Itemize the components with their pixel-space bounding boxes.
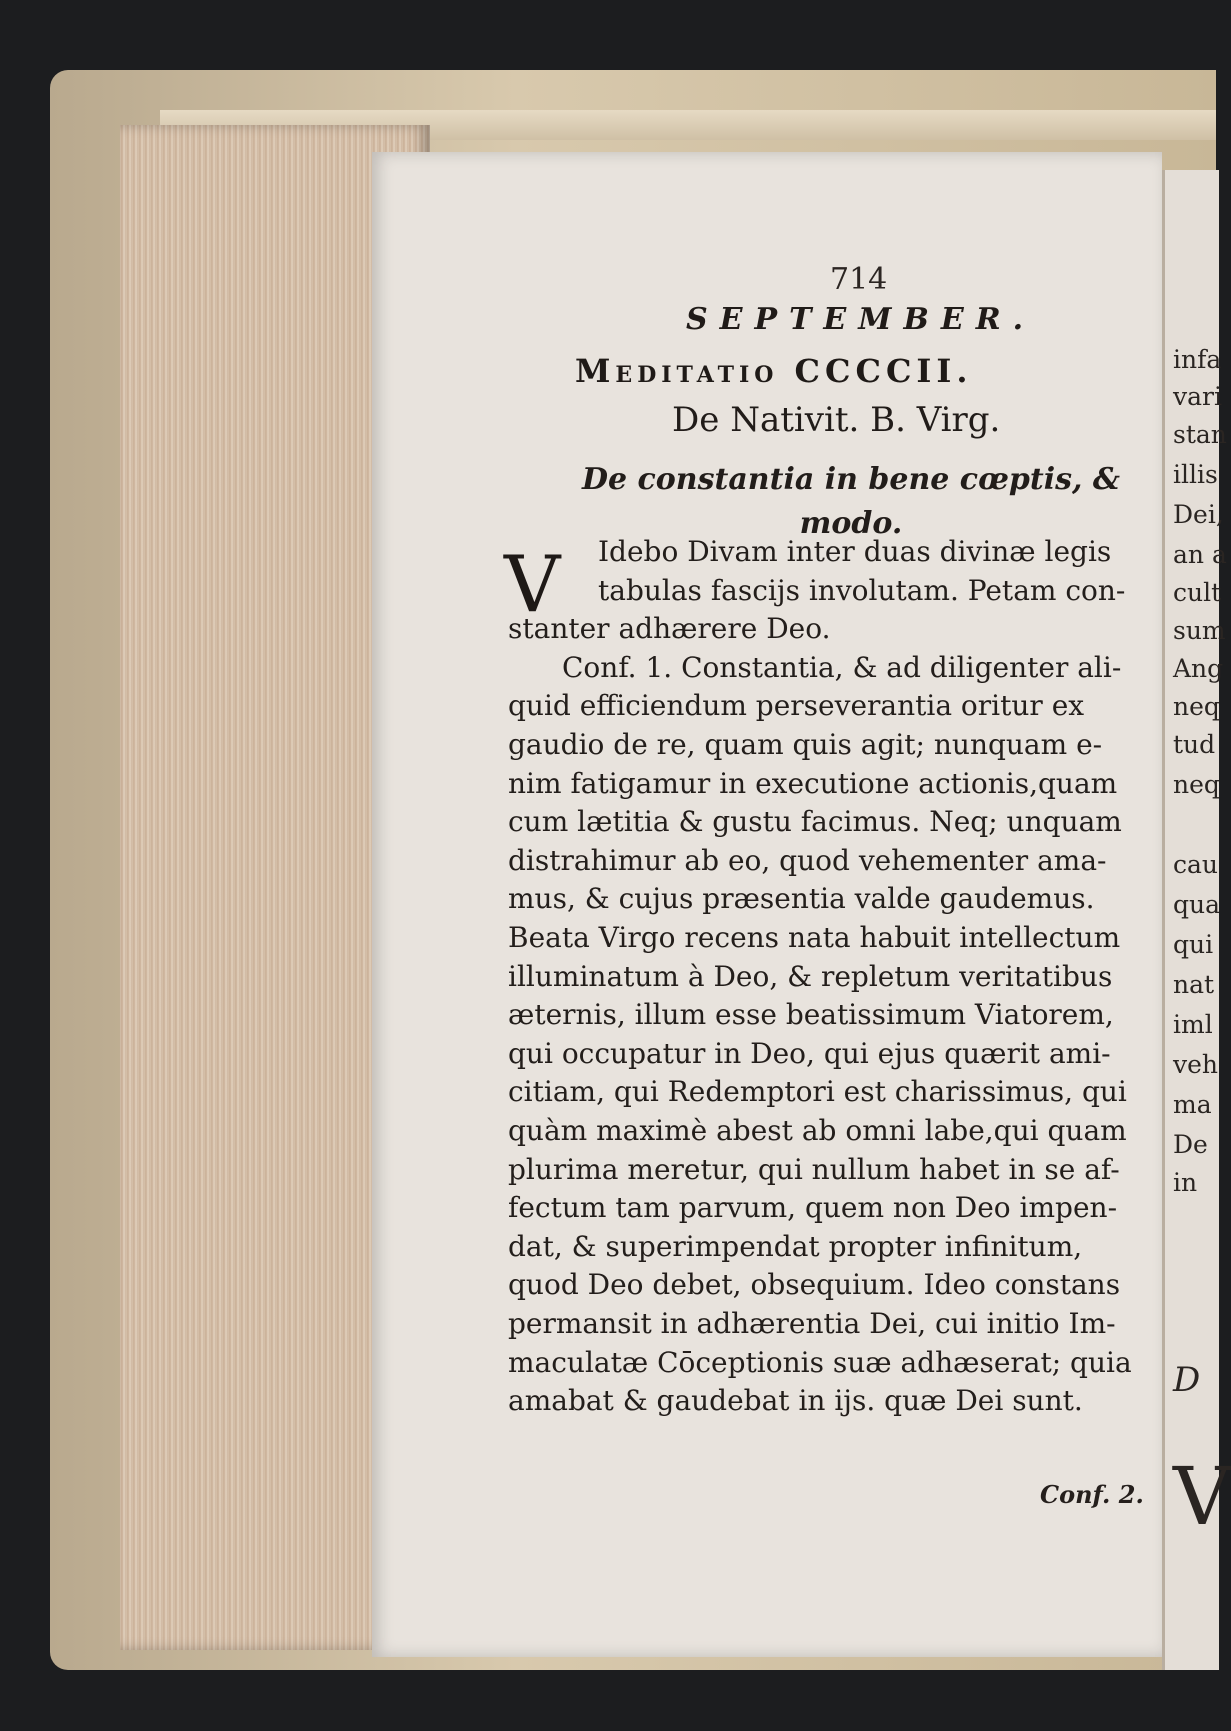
body-line: citiam, qui Redemptori est charissimus, qui bbox=[508, 1075, 1127, 1109]
body-line: fectum tam parvum, quem non Deo impen- bbox=[508, 1191, 1118, 1225]
drop-cap: V bbox=[504, 540, 561, 630]
facing-page-fragment: ma bbox=[1173, 1090, 1212, 1119]
facing-page-fragment: cau bbox=[1173, 850, 1219, 879]
facing-page-fragment: iml bbox=[1173, 1010, 1213, 1039]
meditation-subtitle: De constantia in bene cœptis, & modo. bbox=[581, 462, 1121, 541]
facing-page-fragment: Ang bbox=[1173, 654, 1224, 683]
facing-page-fragment: cult bbox=[1173, 578, 1222, 607]
facing-page-fragment: D bbox=[1173, 1360, 1201, 1400]
facing-page-fragment: stan bbox=[1173, 420, 1227, 449]
page-number: 714 bbox=[830, 262, 888, 297]
body-line: stanter adhærere Deo. bbox=[508, 612, 831, 646]
body-line: nim fatigamur in executione actionis,quam bbox=[508, 766, 1118, 800]
facing-page-fragment: Dei, bbox=[1173, 500, 1224, 529]
body-line: cum lætitia & gustu facimus. Neq; unquam bbox=[508, 805, 1122, 839]
facing-page-fragment: neq bbox=[1173, 770, 1220, 799]
body-line: gaudio de re, quam quis agit; nunquam e- bbox=[508, 728, 1103, 761]
body-line: quid efficiendum perseverantia oritur ex bbox=[508, 689, 1085, 723]
body-line: amabat & gaudebat in ijs. quæ Dei sunt. bbox=[508, 1384, 1083, 1418]
facing-page-fragment: V bbox=[1173, 1450, 1231, 1543]
body-line: quàm maximè abest ab omni labe,qui quam bbox=[508, 1114, 1127, 1147]
facing-page-fragment: an a bbox=[1173, 540, 1227, 569]
facing-page-fragment: veh bbox=[1173, 1050, 1219, 1079]
facing-page-fragment: De bbox=[1173, 1130, 1208, 1159]
body-line: tabulas fascijs involutam. Petam con- bbox=[598, 573, 1126, 607]
body-line: distrahimur ab eo, quod vehementer ama- bbox=[508, 843, 1107, 877]
body-line: permansit in adhærentia Dei, cui initio Im- bbox=[508, 1307, 1116, 1340]
body-line: mus, & cujus præsentia valde gaudemus. bbox=[508, 882, 1095, 916]
body-line: quod Deo debet, obsequium. Ideo constans bbox=[508, 1268, 1121, 1302]
body-line: illuminatum à Deo, & repletum veritatibus bbox=[508, 959, 1113, 993]
facing-page-fragment: illis bbox=[1173, 460, 1218, 489]
body-line: Beata Virgo recens nata habuit intellectum bbox=[508, 921, 1121, 954]
meditation-title: Meditatio CCCCII. bbox=[575, 352, 973, 390]
facing-page-fragment: neq bbox=[1173, 692, 1220, 721]
facing-page-fragment: in bbox=[1173, 1168, 1198, 1197]
facing-page-fragment: qui bbox=[1173, 930, 1214, 959]
running-head-month: SEPTEMBER. bbox=[686, 302, 1036, 337]
body-line: æternis, illum esse beatissimum Viatorem, bbox=[508, 998, 1114, 1032]
body-line: dat, & superimpendat propter infinitum, bbox=[508, 1229, 1083, 1263]
facing-page-fragment: vari bbox=[1173, 382, 1222, 411]
body-line: maculatæ Cōceptionis suæ adhæserat; quia bbox=[508, 1345, 1132, 1379]
body-line: Idebo Divam inter duas divinæ legis bbox=[598, 535, 1112, 568]
catchword: Conf. 2. bbox=[1040, 1480, 1144, 1509]
facing-page-fragment: nat bbox=[1173, 970, 1215, 999]
facing-page-fragment: tud bbox=[1173, 730, 1216, 759]
facing-page bbox=[1162, 170, 1231, 1670]
facing-page-fragment: sum bbox=[1173, 616, 1226, 645]
body-line: qui occupatur in Deo, qui ejus quærit ami- bbox=[508, 1036, 1111, 1070]
facing-page-fragment: infa bbox=[1173, 345, 1222, 374]
feast-heading: De Nativit. B. Virg. bbox=[672, 400, 1001, 440]
facing-page-fragment: qua bbox=[1173, 890, 1221, 919]
body-line: plurima meretur, qui nullum habet in se af- bbox=[508, 1152, 1120, 1186]
body-line: Conf. 1. Constantia, & ad diligenter ali- bbox=[562, 650, 1122, 684]
